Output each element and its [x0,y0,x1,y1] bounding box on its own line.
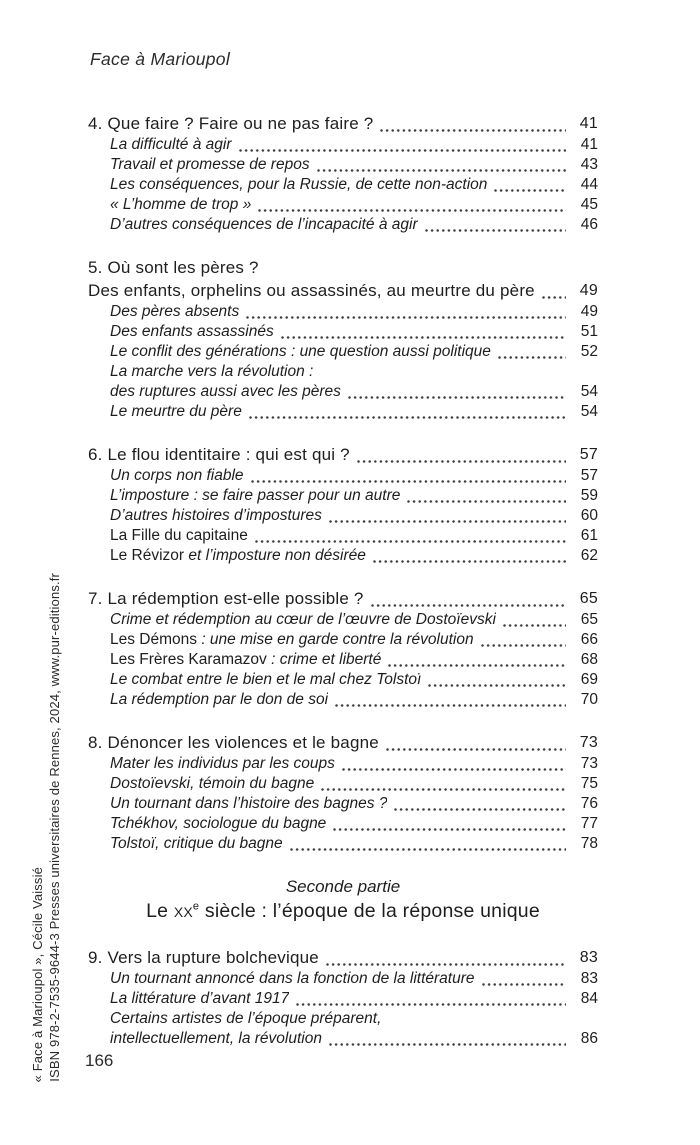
toc-entry-label [110,969,475,989]
toc-page-number: 65 [580,611,598,628]
toc-page-number: 62 [580,547,598,564]
dot-leader [342,754,566,771]
toc-entry [88,1009,598,1029]
toc-entry-label [110,690,328,710]
toc-entry-text-segment: 4. Que faire ? Faire ou ne pas faire ? [88,114,374,133]
toc-entry-label [88,256,259,279]
dot-leader [348,382,566,399]
dot-leader [388,650,566,667]
toc-entry-text-segment: Un tournant annoncé dans la fonction de la littérature [110,970,475,987]
dot-leader [394,794,566,811]
toc-entry-text-segment: 6. Le flou identitaire : qui est qui ? [88,445,350,464]
toc-page-number: 54 [580,383,598,400]
page-number: 166 [85,1051,114,1070]
toc-entry [88,402,598,422]
toc-entry-text-segment: Tchékhov, sociologue du bagne [110,815,327,832]
toc-entry-text-segment: 8. Dénoncer les violences et le bagne [88,733,379,752]
toc-entry-label [110,302,239,322]
toc-entry-label [110,794,387,814]
toc-entry-text-segment: Dostoïevski, témoin du bagne [110,775,315,792]
toc-entry-label [110,342,491,362]
toc-page-number: 51 [580,323,598,340]
toc-chapter [88,443,598,566]
toc-entry-text-segment: Le conflit des générations : une question aussi politique [110,343,491,360]
toc-entry-label [110,215,418,235]
toc-entry-text-segment: D’autres histoires d’impostures [110,507,322,524]
toc-entry [88,382,598,402]
toc-entry-label [88,731,379,754]
toc-entry-text-segment: Certains artistes de l’époque préparent, [110,1010,382,1027]
toc-entry-label [110,754,335,774]
part-title-segment: Le [146,900,174,922]
toc-entry-text-segment: Les Frères Karamazov [110,651,267,668]
toc [88,112,598,1049]
toc-entry-text-segment: Le meurtre du père [110,403,242,420]
toc-entry-text-segment: : une mise en garde contre la révolution [197,631,474,648]
toc-chapter-heading [88,279,598,302]
part-title-segment: siècle : l’époque de la réponse unique [199,900,540,922]
toc-entry-text-segment: Des enfants assassinés [110,323,274,340]
dot-leader [380,112,566,132]
toc-entry-text-segment: intellectuellement, la révolution [110,1030,322,1047]
toc-entry-label [110,774,314,794]
dot-leader [329,1029,566,1046]
dot-leader [373,546,566,563]
dot-leader [498,342,566,359]
dot-leader [386,731,566,751]
toc-entry-label [110,1029,322,1049]
part-heading-label: Seconde partie [285,877,401,896]
toc-entry-text-segment: La marche vers la révolution : [110,363,314,380]
toc-entry-text-segment: Crime et rédemption au cœur de l’œuvre de Dostoïevski [110,611,496,628]
toc-entry-label [110,382,341,402]
toc-entry [88,814,598,834]
dot-leader [255,526,566,543]
dot-leader [428,670,566,687]
toc-entry-label [110,610,496,630]
dot-leader [246,302,566,319]
dot-leader [481,630,566,647]
part-title-segment: xx [173,900,193,922]
toc-entry-label [110,155,310,175]
toc-page-number: 73 [579,734,598,751]
toc-entry-label [88,587,364,610]
toc-entry-text-segment: 7. La rédemption est-elle possible ? [88,589,364,608]
toc-page-number: 60 [580,507,598,524]
dot-leader [482,969,567,986]
toc-entry-text-segment: des ruptures aussi avec les pères [110,383,341,400]
toc-entry-text-segment: 5. Où sont les pères ? [88,258,259,277]
toc-page-number: 73 [580,755,598,772]
toc-page-number: 61 [580,527,598,544]
toc-entry-text-segment: 9. Vers la rupture bolchevique [88,948,319,967]
dot-leader [357,443,566,463]
dot-leader [542,279,566,299]
toc-entry-text-segment: La difficulté à agir [110,136,232,153]
toc-entry-label [110,834,283,854]
dot-leader [290,834,566,851]
toc-chapter-heading [88,731,598,754]
dot-leader [335,690,566,707]
toc-page-number: 65 [579,590,598,607]
toc-page-number: 41 [580,136,598,153]
dot-leader [371,587,566,607]
toc-entry-text-segment: et l’imposture non désirée [184,547,366,564]
toc-entry-label [110,322,274,342]
toc-entry-text-segment: L’imposture : se faire passer pour un autre [110,487,401,504]
toc-chapter [88,946,598,1049]
toc-entry [88,466,598,486]
toc-entry-label [110,650,381,670]
part-heading [88,876,598,925]
toc-entry-label [110,989,289,1009]
toc-page-number: 49 [580,303,598,320]
toc-entry-label [110,402,242,422]
toc-entry-label [110,526,248,546]
toc-page-number: 59 [580,487,598,504]
toc-entry [88,690,598,710]
toc-entry-text-segment: Tolstoï, critique du bagne [110,835,283,852]
toc-entry [88,362,598,382]
toc-entry-label [110,486,400,506]
toc-entry-label [110,506,322,526]
toc-entry [88,630,598,650]
toc-page-number: 84 [580,990,598,1007]
toc-page-number: 43 [580,156,598,173]
toc-entry [88,342,598,362]
toc-page-number: 83 [580,970,598,987]
toc-page-number: 77 [580,815,598,832]
toc-entry [88,1029,598,1049]
toc-page-number: 49 [579,282,598,299]
toc-page-number: 68 [580,651,598,668]
toc-entry [88,834,598,854]
toc-entry-label [88,112,373,135]
toc-entry [88,610,598,630]
toc-page-number: 78 [580,835,598,852]
toc-entry-text-segment: Des enfants, orphelins ou assassinés, au meurtre du père [88,281,535,300]
part-title-segment: e [192,900,200,913]
toc-entry-text-segment: : crime et liberté [266,651,382,668]
toc-entry-text-segment: Les conséquences, pour la Russie, de cette non-action [110,176,488,193]
toc-chapter-heading [88,443,598,466]
toc-page-number: 83 [579,949,598,966]
toc-entry-label [88,279,535,302]
toc-entry [88,486,598,506]
dot-leader [407,486,566,503]
dot-leader [296,989,566,1006]
toc-entry-label [110,135,232,155]
toc-entry-text-segment: Les Démons [110,631,198,648]
toc-entry [88,175,598,195]
toc-page-number: 41 [579,115,598,132]
toc-entry-label [110,814,326,834]
sidebar-isbn-line: ISBN 978-2-7535-9644-3 Presses universitaires de Rennes, 2024, www.pur-editions.fr [47,573,62,1082]
toc-entry-text-segment: La littérature d’avant 1917 [110,990,290,1007]
running-header: Face à Marioupol [90,49,231,69]
toc-entry [88,135,598,155]
toc-entry [88,546,598,566]
toc-entry-text-segment: Le combat entre le bien et le mal chez Tolstoï [110,671,422,688]
toc-entry [88,754,598,774]
dot-leader [425,215,566,232]
dot-leader [281,322,566,339]
dot-leader [326,946,566,966]
toc-entry [88,989,598,1009]
toc-entry-label [88,443,350,466]
toc-entry-text-segment: D’autres conséquences de l’incapacité à agir [110,216,418,233]
dot-leader [333,814,566,831]
toc-page-number: 57 [580,467,598,484]
toc-entry-label [110,630,474,650]
toc-entry [88,195,598,215]
dot-leader [321,774,566,791]
dot-leader [251,466,566,483]
toc-entry-text-segment: Travail et promesse de repos [110,156,310,173]
toc-entry-text-segment: Le Révizor [110,547,185,564]
toc-page-number: 45 [580,196,598,213]
dot-leader [249,402,566,419]
toc-chapter [88,256,598,422]
toc-chapter-heading [88,112,598,135]
dot-leader [258,195,566,212]
dot-leader [503,610,566,627]
toc-entry [88,774,598,794]
toc-page-number: 52 [580,343,598,360]
toc-entry-text-segment: Des pères absents [110,303,240,320]
toc-page-number: 75 [580,775,598,792]
toc-chapter [88,731,598,854]
dot-leader [494,175,566,192]
toc-entry-label [110,670,421,690]
toc-entry-label [110,175,487,195]
toc-entry-label [110,1009,381,1029]
toc-entry [88,969,598,989]
toc-entry-label [110,195,251,215]
toc-chapter-heading [88,256,598,279]
toc-entry-label [88,946,319,969]
toc-page-number: 57 [579,446,598,463]
toc-entry [88,155,598,175]
toc-entry-text-segment: « L’homme de trop » [110,196,252,213]
part-heading-title [88,898,598,925]
dot-leader [317,155,566,172]
toc-page-number: 70 [580,691,598,708]
toc-entry-text-segment: Mater les individus par les coups [110,755,335,772]
toc-page-number: 54 [580,403,598,420]
toc-page-number: 69 [580,671,598,688]
dot-leader [239,135,567,152]
toc-page-number: 44 [580,176,598,193]
toc-entry-text-segment: La Fille du capitaine [110,527,248,544]
toc-page-number: 86 [580,1030,598,1047]
toc-entry-text-segment: Un corps non fiable [110,467,244,484]
toc-entry [88,794,598,814]
toc-entry-text-segment: La rédemption par le don de soi [110,691,329,708]
toc-entry [88,526,598,546]
toc-chapter-heading [88,587,598,610]
toc-entry-label [110,362,313,382]
toc-entry [88,215,598,235]
toc-entry [88,650,598,670]
toc-entry-label [110,546,366,566]
sidebar-credit-line: « Face à Marioupol », Cécile Vaissié [30,866,45,1082]
toc-page-number: 46 [580,216,598,233]
toc-entry-label [110,466,244,486]
toc-entry [88,506,598,526]
dot-leader [329,506,566,523]
toc-entry [88,302,598,322]
toc-entry [88,670,598,690]
toc-entry [88,322,598,342]
toc-chapter [88,587,598,710]
toc-chapter [88,112,598,235]
toc-entry-text-segment: Un tournant dans l’histoire des bagnes ? [110,795,388,812]
toc-page-number: 76 [580,795,598,812]
toc-chapter-heading [88,946,598,969]
toc-page-number: 66 [580,631,598,648]
